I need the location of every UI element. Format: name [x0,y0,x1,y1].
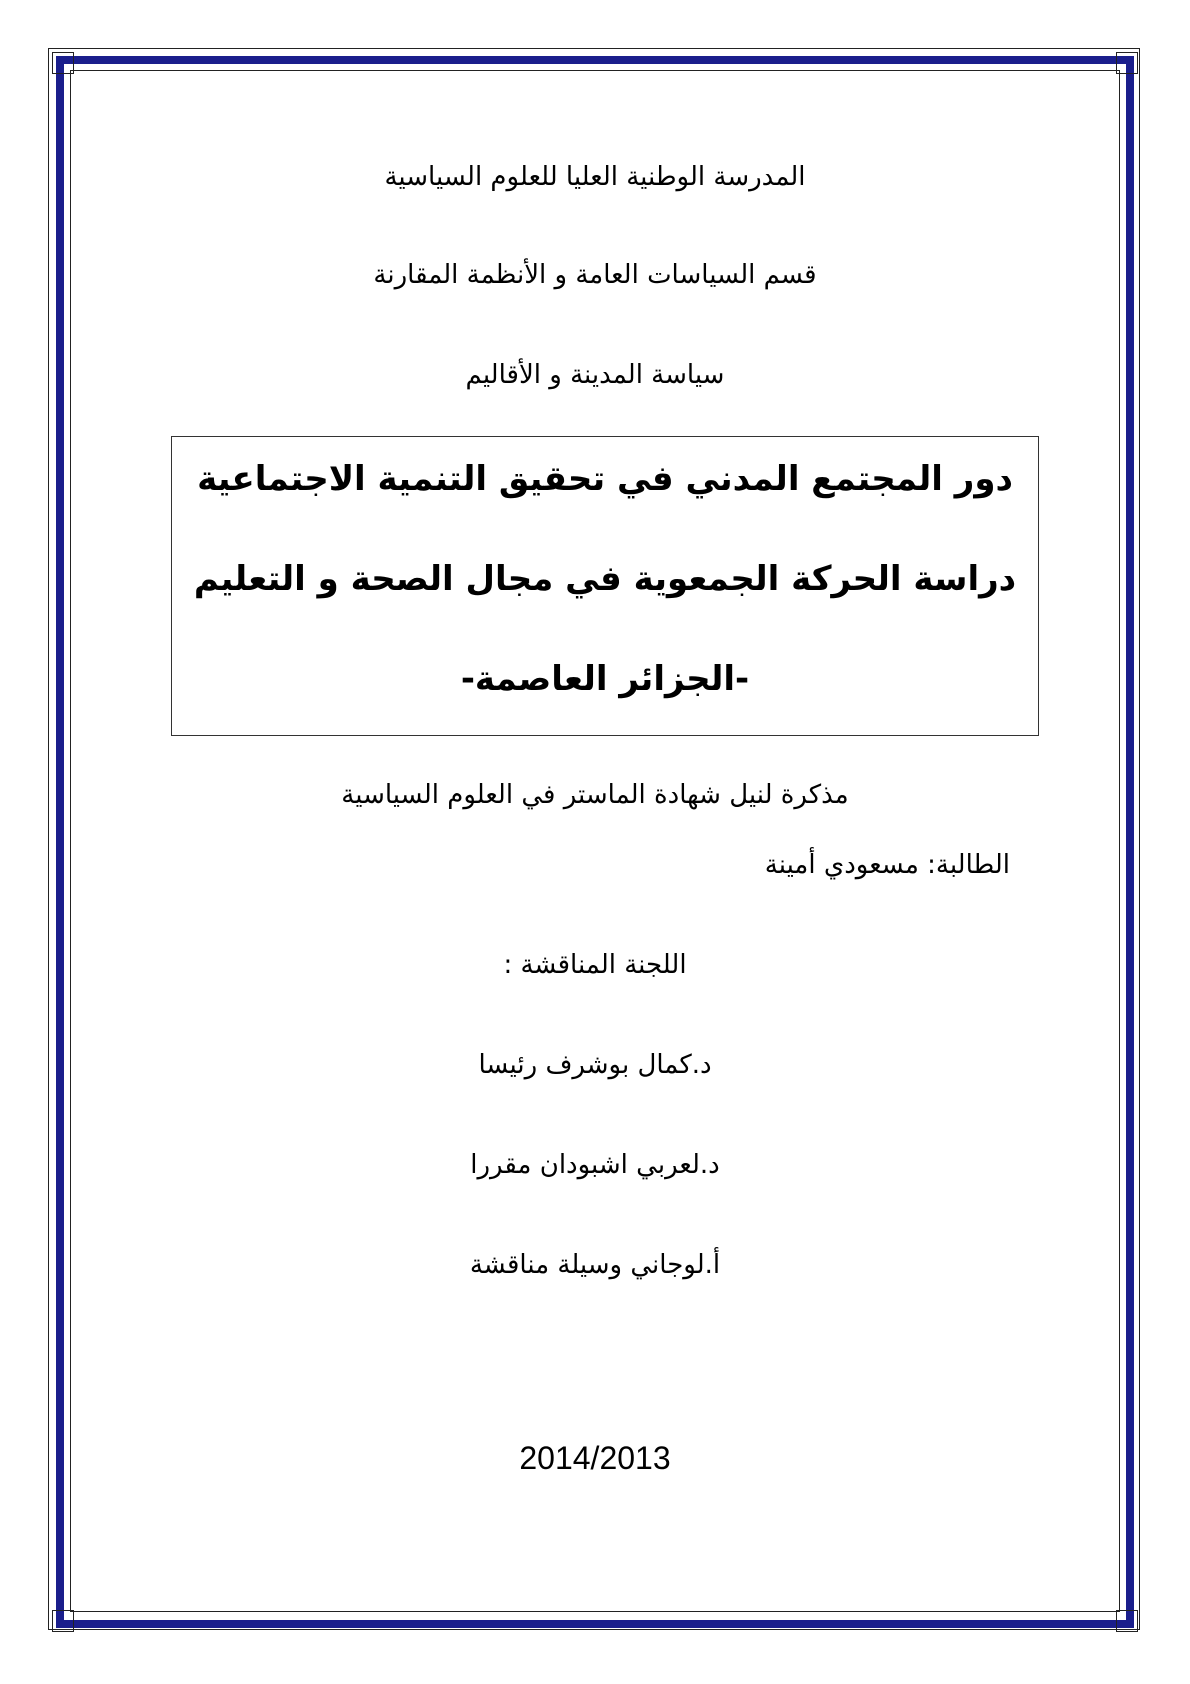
committee-member-examiner: أ.لوجاني وسيلة مناقشة [469,1250,721,1280]
thesis-title-line-1: دور المجتمع المدني في تحقيق التنمية الاجتماعية [197,459,1013,499]
degree-statement: مذكرة لنيل شهادة الماستر في العلوم السياسية [341,780,849,810]
specialty-name: سياسة المدينة و الأقاليم [465,360,725,390]
thesis-title-line-2: دراسة الحركة الجمعوية في مجال الصحة و التعليم [193,559,1017,599]
page-frame-inner [70,70,1120,1612]
thesis-title-box [171,436,1039,736]
frame-corner-top-left [52,52,74,74]
school-name: المدرسة الوطنية العليا للعلوم السياسية [384,162,806,192]
committee-heading: اللجنة المناقشة : [503,950,687,980]
academic-year: 2014/2013 [519,1440,671,1476]
frame-corner-bottom-left [52,1610,74,1632]
thesis-title-line-3: -الجزائر العاصمة- [460,659,750,699]
student-name: الطالبة: مسعودي أمينة [764,850,1010,880]
committee-member-supervisor: د.لعربي اشبودان مقررا [470,1150,720,1180]
frame-corner-bottom-right [1116,1610,1138,1632]
committee-member-president: د.كمال بوشرف رئيسا [478,1050,712,1080]
department-name: قسم السياسات العامة و الأنظمة المقارنة [373,260,817,290]
frame-corner-top-right [1116,52,1138,74]
